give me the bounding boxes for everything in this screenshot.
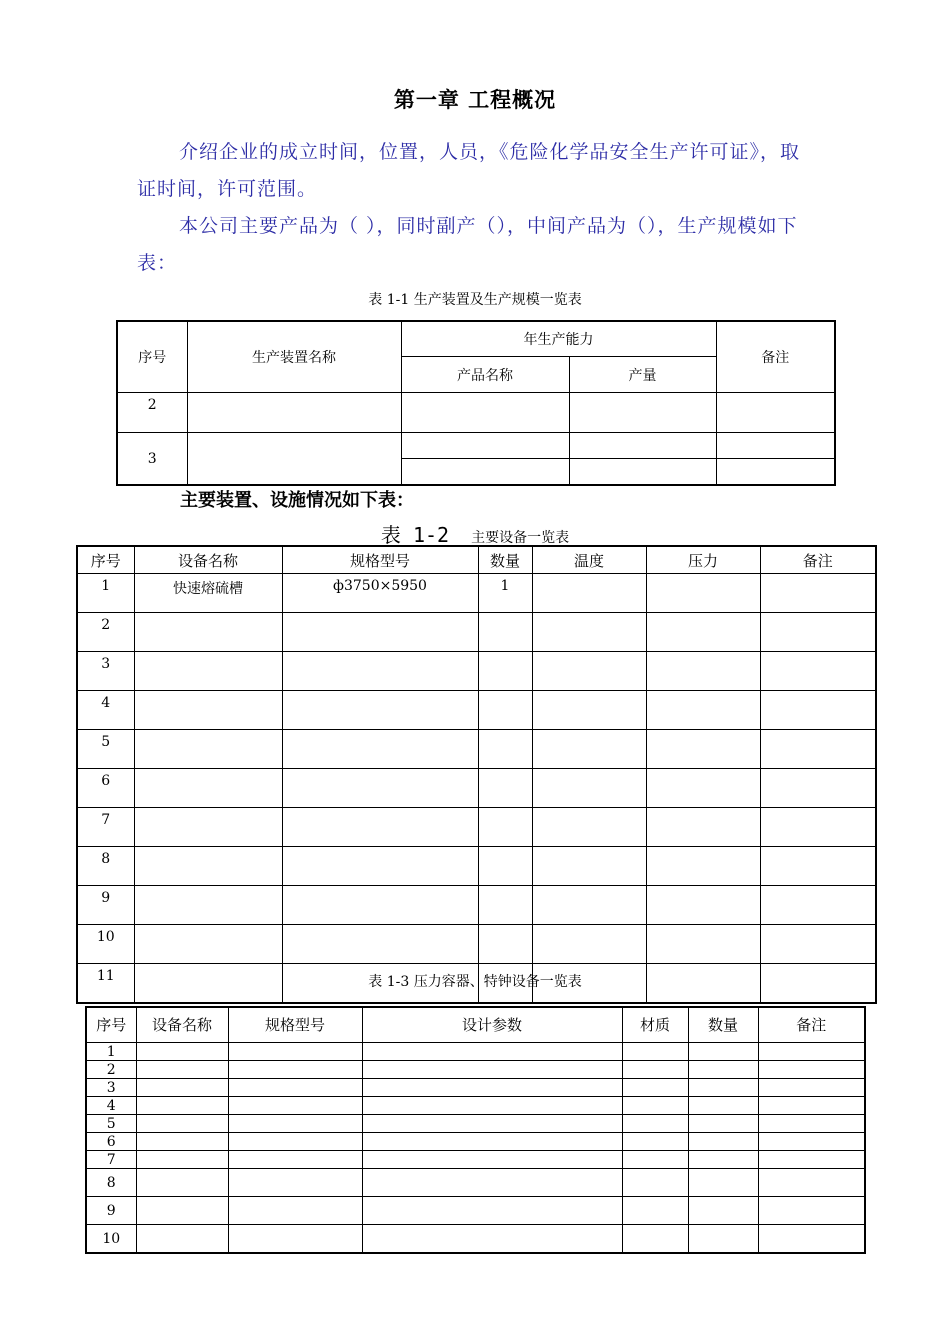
table-row	[77, 925, 876, 964]
t2-cell	[282, 808, 478, 847]
t2-cell: 快速熔硫槽	[134, 574, 282, 613]
t3-cell	[688, 1115, 758, 1133]
t3-row-seq: 2	[86, 1061, 136, 1079]
t3-header-cell: 规格型号	[228, 1007, 362, 1043]
t2-header-cell: 规格型号	[282, 546, 478, 574]
t2-cell	[646, 769, 760, 808]
t3-cell	[228, 1197, 362, 1225]
t3-cell	[622, 1097, 688, 1115]
t2-cell	[760, 769, 876, 808]
t3-row-seq: 1	[86, 1043, 136, 1061]
t3-row-seq: 5	[86, 1115, 136, 1133]
t1-header-remark: 备注	[716, 321, 835, 393]
t3-cell	[228, 1169, 362, 1197]
t2-row-seq: 10	[77, 925, 134, 964]
t1-header-product-name: 产品名称	[401, 357, 569, 393]
t3-cell	[228, 1097, 362, 1115]
t3-cell	[622, 1197, 688, 1225]
t3-cell	[136, 1043, 228, 1061]
t1-row-seq: 3	[117, 433, 187, 486]
t3-cell	[362, 1043, 622, 1061]
page-title: 第一章 工程概况	[393, 88, 557, 112]
t3-cell	[136, 1097, 228, 1115]
t2-cell	[282, 925, 478, 964]
t2-cell	[478, 691, 532, 730]
table-row	[77, 574, 876, 613]
t2-cell	[646, 847, 760, 886]
t3-cell	[362, 1061, 622, 1079]
t2-cell	[532, 886, 646, 925]
t2-cell	[760, 691, 876, 730]
t2-cell	[282, 847, 478, 886]
t3-row-seq: 3	[86, 1079, 136, 1097]
t3-header-cell: 备注	[758, 1007, 865, 1043]
t3-cell	[136, 1061, 228, 1079]
t2-cell	[478, 769, 532, 808]
t2-cell	[760, 925, 876, 964]
t2-cell	[478, 652, 532, 691]
table-header-row	[77, 546, 876, 574]
t2-cell	[760, 730, 876, 769]
t2-cell	[760, 574, 876, 613]
t3-cell	[758, 1079, 865, 1097]
t3-header-cell: 材质	[622, 1007, 688, 1043]
t2-cell	[532, 925, 646, 964]
t2-row-seq: 5	[77, 730, 134, 769]
t3-cell	[758, 1133, 865, 1151]
t2-row-seq: 2	[77, 613, 134, 652]
t2-cell	[646, 574, 760, 613]
t2-header-cell: 压力	[646, 546, 760, 574]
table-row	[77, 691, 876, 730]
t2-row-seq: 3	[77, 652, 134, 691]
t2-cell: ф3750×5950	[282, 574, 478, 613]
t3-row-seq: 10	[86, 1225, 136, 1254]
t1-header-seq: 序号	[117, 321, 187, 393]
table-row	[117, 433, 835, 459]
table-row	[86, 1169, 865, 1197]
table-row	[86, 1043, 865, 1061]
t3-header-cell: 设备名称	[136, 1007, 228, 1043]
t3-cell	[622, 1061, 688, 1079]
table-row	[86, 1097, 865, 1115]
t2-cell	[134, 613, 282, 652]
t2-cell	[646, 886, 760, 925]
table-row	[86, 1115, 865, 1133]
t3-cell	[362, 1151, 622, 1169]
t2-row-seq: 9	[77, 886, 134, 925]
t3-cell	[688, 1079, 758, 1097]
t3-cell	[622, 1079, 688, 1097]
table-row	[77, 808, 876, 847]
table-row	[86, 1061, 865, 1079]
t2-cell	[646, 925, 760, 964]
t3-cell	[228, 1061, 362, 1079]
facilities-heading: 主要装置、设施情况如下表：	[180, 490, 414, 511]
table2-caption	[0, 519, 950, 548]
t2-cell	[532, 613, 646, 652]
t3-header-cell: 设计参数	[362, 1007, 622, 1043]
t2-cell	[282, 652, 478, 691]
t2-cell: 1	[478, 574, 532, 613]
t2-header-cell: 数量	[478, 546, 532, 574]
t3-cell	[228, 1115, 362, 1133]
t3-row-seq: 9	[86, 1197, 136, 1225]
t3-cell	[758, 1169, 865, 1197]
t2-row-seq: 7	[77, 808, 134, 847]
t2-cell	[760, 808, 876, 847]
t2-row-seq: 1	[77, 574, 134, 613]
t3-cell	[758, 1225, 865, 1254]
t3-cell	[622, 1043, 688, 1061]
table-row	[77, 652, 876, 691]
t2-cell	[478, 613, 532, 652]
t3-row-seq: 4	[86, 1097, 136, 1115]
t2-cell	[134, 808, 282, 847]
t2-cell	[646, 652, 760, 691]
t2-cell	[282, 769, 478, 808]
t3-row-seq: 7	[86, 1151, 136, 1169]
t3-cell	[136, 1169, 228, 1197]
t3-cell	[136, 1115, 228, 1133]
t2-cell	[646, 730, 760, 769]
t3-cell	[688, 1151, 758, 1169]
t1-header-output: 产量	[569, 357, 716, 393]
t2-cell	[478, 886, 532, 925]
t2-cell	[532, 652, 646, 691]
t2-cell	[760, 652, 876, 691]
t2-cell	[282, 886, 478, 925]
t2-header-cell: 序号	[77, 546, 134, 574]
intro-paragraph: 介绍企业的成立时间，位置，人员，《危险化学品安全生产许可证》，取证时间，许可范围。	[137, 141, 801, 200]
t3-cell	[758, 1115, 865, 1133]
t2-row-seq: 11	[77, 964, 134, 1004]
t2-cell	[478, 847, 532, 886]
t3-cell	[688, 1197, 758, 1225]
t3-cell	[622, 1169, 688, 1197]
t3-cell	[622, 1115, 688, 1133]
products-paragraph: 本公司主要产品为（ ），同时副产（），中间产品为（），生产规模如下表：	[137, 215, 798, 274]
t2-row-seq: 4	[77, 691, 134, 730]
t3-cell	[688, 1169, 758, 1197]
t2-cell	[532, 574, 646, 613]
t3-cell	[758, 1043, 865, 1061]
table-row	[117, 393, 835, 433]
t2-cell	[532, 769, 646, 808]
t2-cell	[282, 613, 478, 652]
t2-cell	[282, 730, 478, 769]
table-row	[86, 1197, 865, 1225]
t2-cell	[134, 691, 282, 730]
t3-cell	[362, 1079, 622, 1097]
t3-cell	[622, 1133, 688, 1151]
t2-header-cell: 设备名称	[134, 546, 282, 574]
t3-cell	[362, 1225, 622, 1254]
t3-cell	[758, 1061, 865, 1079]
t3-row-seq: 8	[86, 1169, 136, 1197]
t3-header-cell: 序号	[86, 1007, 136, 1043]
table-row	[77, 847, 876, 886]
production-scale-table	[116, 320, 836, 486]
t2-cell	[134, 886, 282, 925]
t3-cell	[688, 1097, 758, 1115]
t2-cell	[134, 925, 282, 964]
t2-cell	[478, 808, 532, 847]
t2-cell	[134, 730, 282, 769]
t2-cell	[646, 613, 760, 652]
t2-cell	[532, 847, 646, 886]
t3-cell	[362, 1197, 622, 1225]
t1-row-seq: 2	[117, 393, 187, 433]
table2-caption-text: 主要设备一览表	[471, 530, 570, 546]
table-header-row	[86, 1007, 865, 1043]
table1-caption: 表 1-1 生产装置及生产规模一览表	[368, 292, 582, 308]
t3-cell	[688, 1061, 758, 1079]
t1-header-device: 生产装置名称	[187, 321, 401, 393]
t3-cell	[228, 1079, 362, 1097]
table-row	[77, 730, 876, 769]
t2-cell	[760, 847, 876, 886]
table-row	[77, 613, 876, 652]
t3-cell	[228, 1225, 362, 1254]
t3-cell	[362, 1097, 622, 1115]
table-row	[86, 1079, 865, 1097]
t2-cell	[134, 769, 282, 808]
t2-row-seq: 6	[77, 769, 134, 808]
t3-cell	[758, 1151, 865, 1169]
t2-cell	[532, 691, 646, 730]
t2-cell	[134, 847, 282, 886]
t2-cell	[646, 808, 760, 847]
t3-cell	[136, 1133, 228, 1151]
t1-header-capacity: 年生产能力	[401, 321, 716, 357]
t3-cell	[228, 1043, 362, 1061]
t3-cell	[622, 1225, 688, 1254]
t3-cell	[136, 1151, 228, 1169]
table2-caption-number: 表 1-2	[380, 523, 450, 547]
t3-cell	[136, 1079, 228, 1097]
t3-cell	[688, 1133, 758, 1151]
t3-header-cell: 数量	[688, 1007, 758, 1043]
table-row	[86, 1133, 865, 1151]
t3-cell	[688, 1225, 758, 1254]
t3-cell	[688, 1043, 758, 1061]
t3-cell	[136, 1197, 228, 1225]
t2-cell	[532, 808, 646, 847]
t3-cell	[228, 1151, 362, 1169]
t3-cell	[758, 1097, 865, 1115]
t2-cell	[478, 730, 532, 769]
pressure-vessel-table	[85, 1006, 866, 1254]
t3-cell	[758, 1197, 865, 1225]
t2-cell	[532, 730, 646, 769]
t3-cell	[228, 1133, 362, 1151]
t3-row-seq: 6	[86, 1133, 136, 1151]
t2-cell	[282, 691, 478, 730]
t3-cell	[136, 1225, 228, 1254]
t2-cell	[646, 691, 760, 730]
t2-cell	[478, 925, 532, 964]
table-row	[77, 886, 876, 925]
t2-row-seq: 8	[77, 847, 134, 886]
t3-cell	[362, 1169, 622, 1197]
main-equipment-table	[76, 545, 877, 1004]
table3-caption: 表 1-3 压力容器、特钟设备一览表	[368, 974, 582, 990]
t3-cell	[362, 1115, 622, 1133]
t2-cell	[134, 652, 282, 691]
t3-cell	[362, 1133, 622, 1151]
table-row	[86, 1151, 865, 1169]
table-row	[86, 1225, 865, 1254]
t2-cell	[760, 613, 876, 652]
t2-header-cell: 备注	[760, 546, 876, 574]
t3-cell	[622, 1151, 688, 1169]
t2-cell	[760, 886, 876, 925]
table-row	[77, 769, 876, 808]
t2-header-cell: 温度	[532, 546, 646, 574]
